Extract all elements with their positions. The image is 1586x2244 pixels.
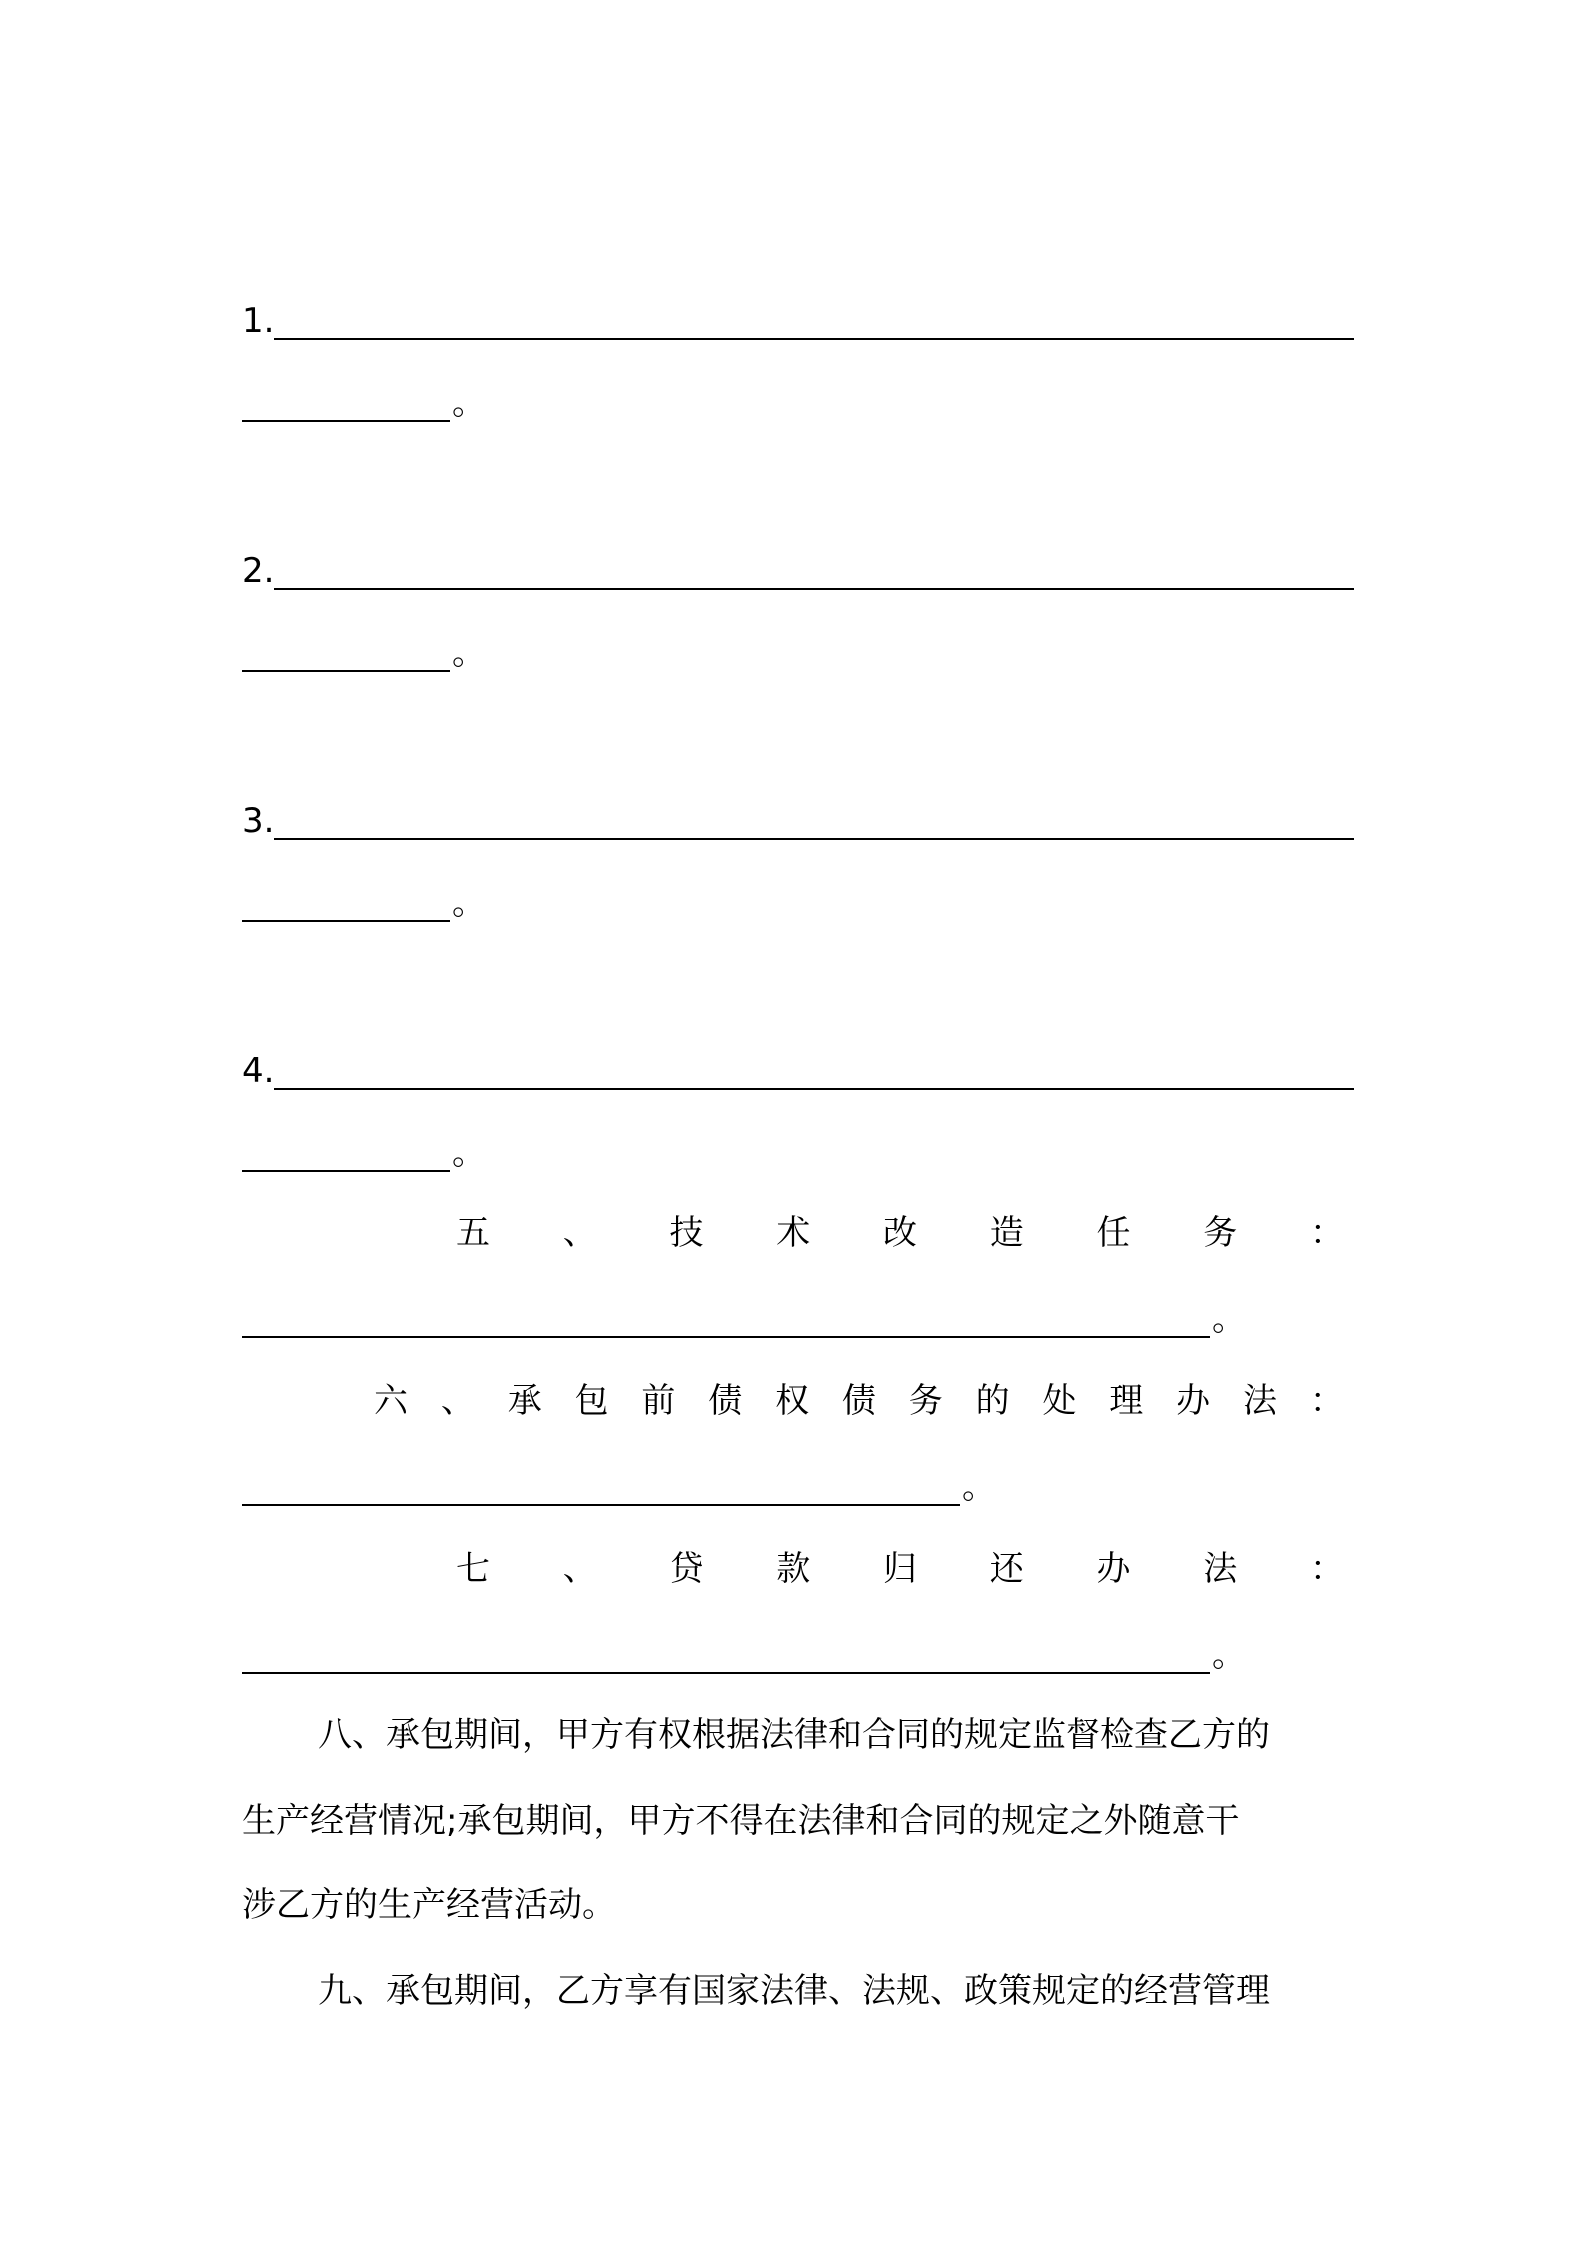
section-7-heading <box>456 1544 1344 1594</box>
heading-char: 还 <box>989 1549 1024 1589</box>
fill-blank <box>242 386 450 422</box>
heading-char: 法 <box>1203 1549 1238 1589</box>
section-5-heading <box>456 1208 1344 1258</box>
item-1-continuation <box>242 378 1354 428</box>
heading-char: 务 <box>908 1381 943 1421</box>
heading-char: 术 <box>776 1213 811 1253</box>
period: 。 <box>452 383 486 423</box>
item-number: 4. <box>242 1051 275 1091</box>
heading-char: 债 <box>841 1381 876 1421</box>
section-8-line-3: 涉乙方的生产经营活动。 <box>242 1885 616 1925</box>
fill-blank <box>274 304 1354 340</box>
heading-char: 技 <box>669 1213 704 1253</box>
period: 。 <box>452 633 486 673</box>
section-9-line-1: 九、承包期间，乙方享有国家法律、法规、政策规定的经营管理 <box>318 1971 1270 2011</box>
item-3-line <box>242 796 1354 846</box>
item-3-continuation <box>242 878 1354 928</box>
item-number: 1. <box>242 301 275 341</box>
fill-blank <box>274 554 1354 590</box>
section-8-line-1: 八、承包期间，甲方有权根据法律和合同的规定监督检查乙方的 <box>318 1715 1270 1755</box>
heading-char: 处 <box>1042 1381 1077 1421</box>
heading-char: ： <box>1309 1381 1344 1421</box>
item-number: 2. <box>242 551 275 591</box>
period: 。 <box>452 883 486 923</box>
heading-char: 七 <box>456 1549 490 1589</box>
heading-char: 债 <box>708 1381 743 1421</box>
section-5-answer <box>242 1294 1354 1344</box>
heading-char: 务 <box>1203 1213 1238 1253</box>
heading-char: 承 <box>507 1381 542 1421</box>
item-4-continuation <box>242 1128 1354 1178</box>
fill-blank <box>242 1136 450 1172</box>
period: 。 <box>452 1133 486 1173</box>
period: 。 <box>962 1467 996 1507</box>
heading-char: 办 <box>1096 1549 1131 1589</box>
item-number: 3. <box>242 801 275 841</box>
item-4-line <box>242 1046 1354 1096</box>
heading-char: 法 <box>1242 1381 1277 1421</box>
heading-char: 前 <box>641 1381 676 1421</box>
heading-char: 造 <box>989 1213 1024 1253</box>
heading-char: 改 <box>883 1213 917 1253</box>
heading-char: 、 <box>562 1213 597 1253</box>
fill-blank <box>242 1302 1210 1338</box>
section-8-line-2: 生产经营情况;承包期间，甲方不得在法律和合同的规定之外随意干 <box>242 1801 1240 1841</box>
section-6-answer <box>242 1462 1354 1512</box>
fill-blank <box>242 886 450 922</box>
heading-char: 权 <box>775 1381 810 1421</box>
period: 。 <box>1212 1635 1246 1675</box>
heading-char: 款 <box>776 1549 811 1589</box>
heading-char: 贷 <box>669 1549 704 1589</box>
heading-char: 六 <box>374 1381 408 1421</box>
heading-char: 任 <box>1096 1213 1131 1253</box>
section-7-answer <box>242 1630 1354 1680</box>
heading-char: 、 <box>562 1549 597 1589</box>
heading-char: 五 <box>456 1213 490 1253</box>
fill-blank <box>242 1638 1210 1674</box>
heading-char: ： <box>1310 1213 1344 1253</box>
item-1-line <box>242 296 1354 346</box>
fill-blank <box>242 1470 960 1506</box>
heading-char: 办 <box>1176 1381 1211 1421</box>
section-6-heading <box>374 1376 1344 1426</box>
heading-char: 的 <box>975 1381 1010 1421</box>
heading-char: 包 <box>574 1381 609 1421</box>
item-2-line <box>242 546 1354 596</box>
item-2-continuation <box>242 628 1354 678</box>
fill-blank <box>242 636 450 672</box>
heading-char: 理 <box>1109 1381 1144 1421</box>
heading-char: 、 <box>440 1381 475 1421</box>
fill-blank <box>274 804 1354 840</box>
period: 。 <box>1212 1299 1246 1339</box>
heading-char: ： <box>1310 1549 1344 1589</box>
fill-blank <box>274 1054 1354 1090</box>
heading-char: 归 <box>883 1549 917 1589</box>
